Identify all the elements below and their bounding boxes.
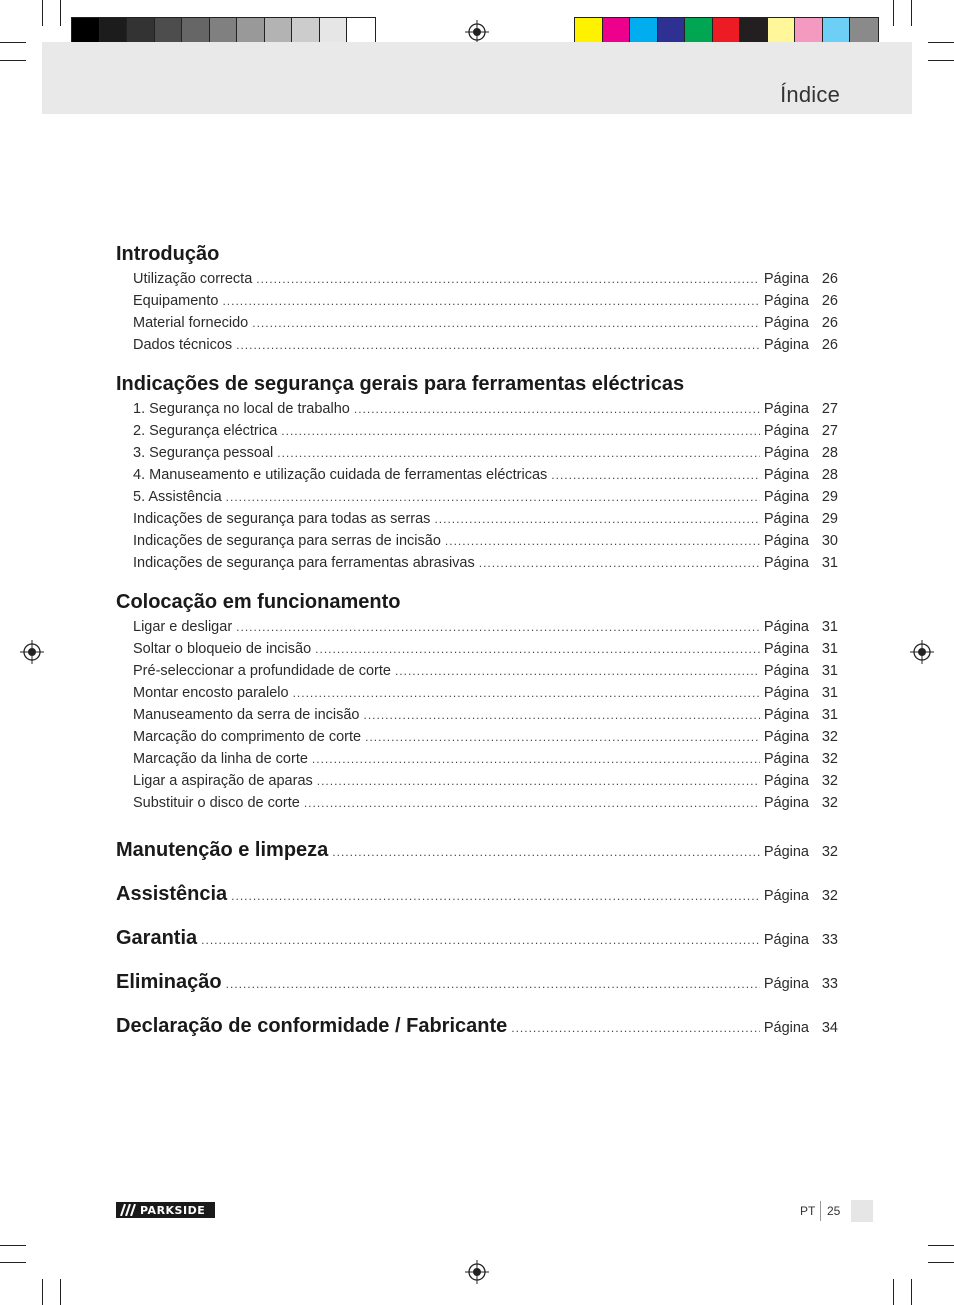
toc-entry[interactable] [116,638,838,660]
table-of-contents [116,240,838,1048]
entry-label: Indicações de segurança para ferramentas abrasivas [133,555,475,571]
dot-leader [315,638,760,660]
dot-leader [281,420,760,442]
chapter-label: Declaração de conformidade / Fabricante [116,1015,508,1037]
page-word: Página [763,337,809,353]
toc-section [116,370,838,574]
entry-label: 5. Assistência [133,489,222,505]
color-swatch [603,18,631,45]
page-ref: 31 [821,685,838,701]
page-ref: 26 [821,337,838,353]
dot-leader [332,830,760,874]
toc-entry[interactable] [116,312,838,334]
crop-mark [893,0,894,26]
dot-leader [256,268,760,290]
footer-divider [820,1201,821,1221]
entry-label: Soltar o bloqueio de incisão [133,641,312,657]
dot-leader [317,770,760,792]
page-ref: 28 [821,467,838,483]
color-swatch [127,18,155,45]
entry-label: 2. Segurança eléctrica [133,423,278,439]
chapter-label: Garantia [116,927,198,949]
entry-label: Manuseamento da serra de incisão [133,707,360,723]
dot-leader [293,682,760,704]
toc-chapter-entry[interactable] [116,916,838,960]
crop-mark [0,60,26,61]
entry-label: Dados técnicos [133,337,233,353]
page-ref: 26 [821,293,838,309]
page-ref: 28 [821,445,838,461]
toc-entry[interactable] [116,442,838,464]
entry-label: 3. Segurança pessoal [133,445,274,461]
page-word: Página [763,555,809,571]
page-word: Página [763,685,809,701]
entry-label: Ligar a aspiração de aparas [133,773,313,789]
dot-leader [222,290,759,312]
page-word: Página [763,489,809,505]
page-number: 25 [827,1204,841,1218]
dot-leader [551,464,760,486]
page-ref: 32 [821,844,838,860]
page-ref: 30 [821,533,838,549]
page-word: Página [763,401,809,417]
crop-mark [60,0,61,26]
section-heading: Colocação em funcionamento [116,591,401,613]
entry-label: Indicações de segurança para serras de incisão [133,533,441,549]
chapter-label: Eliminação [116,971,222,993]
dot-leader [364,704,760,726]
entry-label: Marcação do comprimento de corte [133,729,362,745]
page-word: Página [763,707,809,723]
dot-leader [236,334,760,356]
dot-leader [365,726,760,748]
color-swatch [658,18,686,45]
dot-leader [511,1006,760,1050]
page-ref: 31 [821,641,838,657]
entry-label: Ligar e desligar [133,619,233,635]
page-word: Página [763,773,809,789]
page-word: Página [763,751,809,767]
dot-leader [395,660,760,682]
page-word: Página [763,1020,809,1036]
registration-mark-icon [465,1260,489,1284]
page-ref: 32 [821,751,838,767]
toc-entry[interactable] [116,726,838,748]
crop-mark [42,1279,43,1305]
dot-leader [312,748,760,770]
dot-leader [226,486,760,508]
page-ref: 31 [821,619,838,635]
toc-chapter-entry[interactable] [116,872,838,916]
entry-label: Marcação da linha de corte [133,751,308,767]
dot-leader [354,398,760,420]
color-swatch [630,18,658,45]
toc-entry[interactable] [116,420,838,442]
toc-entry[interactable] [116,616,838,638]
page-word: Página [763,533,809,549]
registration-mark-icon [465,20,489,44]
section-heading: Introdução [116,243,220,265]
dot-leader [304,792,760,814]
dot-leader [434,508,759,530]
logo-stripes-icon [116,1202,140,1218]
page-ref: 29 [821,489,838,505]
section-heading: Indicações de segurança gerais para ferramentas eléctricas [116,373,685,395]
dot-leader [236,616,760,638]
crop-mark [60,1279,61,1305]
color-swatch [823,18,851,45]
page-ref: 31 [821,707,838,723]
crop-mark [0,1245,26,1246]
dot-leader [201,918,760,962]
page-ref: 33 [821,976,838,992]
page-ref: 27 [821,401,838,417]
page-word: Página [763,932,809,948]
crop-mark [0,1262,26,1263]
registration-mark-icon [910,640,934,664]
crop-mark [893,1279,894,1305]
color-swatch [320,18,348,45]
dot-leader [445,530,760,552]
entry-label: Indicações de segurança para todas as serras [133,511,431,527]
entry-label: 1. Segurança no local de trabalho [133,401,350,417]
dot-leader [277,442,760,464]
color-swatch [768,18,796,45]
toc-entry[interactable] [116,268,838,290]
page-ref: 26 [821,315,838,331]
page-ref: 27 [821,423,838,439]
crop-mark [911,1279,912,1305]
toc-chapter-entry[interactable] [116,960,838,1004]
toc-entry[interactable] [116,398,838,420]
page-word: Página [763,423,809,439]
language-code: PT [800,1204,816,1218]
crop-mark [911,0,912,26]
page-ref: 32 [821,888,838,904]
footer-tab [851,1200,873,1222]
entry-label: Equipamento [133,293,219,309]
toc-entry[interactable] [116,792,838,814]
toc-entry[interactable] [116,682,838,704]
crop-mark [928,42,954,43]
chapter-label: Manutenção e limpeza [116,839,329,861]
brand-logo [116,1202,215,1218]
toc-entry[interactable] [116,530,838,552]
page-ref: 29 [821,511,838,527]
page-word: Página [763,619,809,635]
page-ref: 31 [821,555,838,571]
dot-leader [479,552,760,574]
dot-leader [252,312,760,334]
page-word: Página [763,271,809,287]
page-word: Página [763,293,809,309]
dot-leader [226,962,760,1006]
toc-chapter-entry[interactable] [116,1004,838,1048]
color-swatch [237,18,265,45]
dot-leader [231,874,760,918]
color-swatch [72,18,100,45]
page-title: Índice [780,82,840,107]
page-word: Página [763,663,809,679]
page-ref: 31 [821,663,838,679]
color-swatch [575,18,603,45]
page-word: Página [763,467,809,483]
toc-section [116,240,838,356]
color-swatch [210,18,238,45]
color-swatch [850,18,878,45]
color-swatch [100,18,128,45]
page-word: Página [763,315,809,331]
entry-label: Pré-seleccionar a profundidade de corte [133,663,391,679]
page-ref: 32 [821,773,838,789]
page-word: Página [763,888,809,904]
toc-entry[interactable] [116,660,838,682]
color-swatch [182,18,210,45]
color-swatch [713,18,741,45]
entry-label: Montar encosto paralelo [133,685,289,701]
page-ref: 26 [821,271,838,287]
page-ref: 33 [821,932,838,948]
toc-section [116,588,838,814]
chapter-label: Assistência [116,883,228,905]
toc-entry[interactable] [116,290,838,312]
page-word: Página [763,795,809,811]
page-ref: 32 [821,729,838,745]
page-word: Página [763,844,809,860]
crop-mark [928,1262,954,1263]
toc-entry[interactable] [116,770,838,792]
entry-label: Utilização correcta [133,271,253,287]
toc-entry[interactable] [116,486,838,508]
crop-mark [0,42,26,43]
page-word: Página [763,511,809,527]
brand-name: PARKSIDE [140,1203,206,1217]
color-swatch [347,18,375,45]
entry-label: Material fornecido [133,315,249,331]
page-word: Página [763,445,809,461]
color-swatch [265,18,293,45]
toc-entry[interactable] [116,464,838,486]
registration-mark-icon [20,640,44,664]
crop-mark [928,1245,954,1246]
page-word: Página [763,976,809,992]
page-word: Página [763,729,809,745]
color-swatch [155,18,183,45]
color-swatch [740,18,768,45]
crop-mark [42,0,43,26]
entry-label: Substituir o disco de corte [133,795,300,811]
toc-entry[interactable] [116,508,838,530]
color-swatch [795,18,823,45]
page-ref: 34 [821,1020,838,1036]
toc-chapter-entry[interactable] [116,828,838,872]
page-word: Página [763,641,809,657]
toc-entry[interactable] [116,704,838,726]
toc-entry[interactable] [116,748,838,770]
crop-mark [928,60,954,61]
color-swatch [685,18,713,45]
page-ref: 32 [821,795,838,811]
toc-entry[interactable] [116,552,838,574]
color-swatch [292,18,320,45]
entry-label: 4. Manuseamento e utilização cuidada de ferramentas eléctricas [133,467,548,483]
toc-entry[interactable] [116,334,838,356]
